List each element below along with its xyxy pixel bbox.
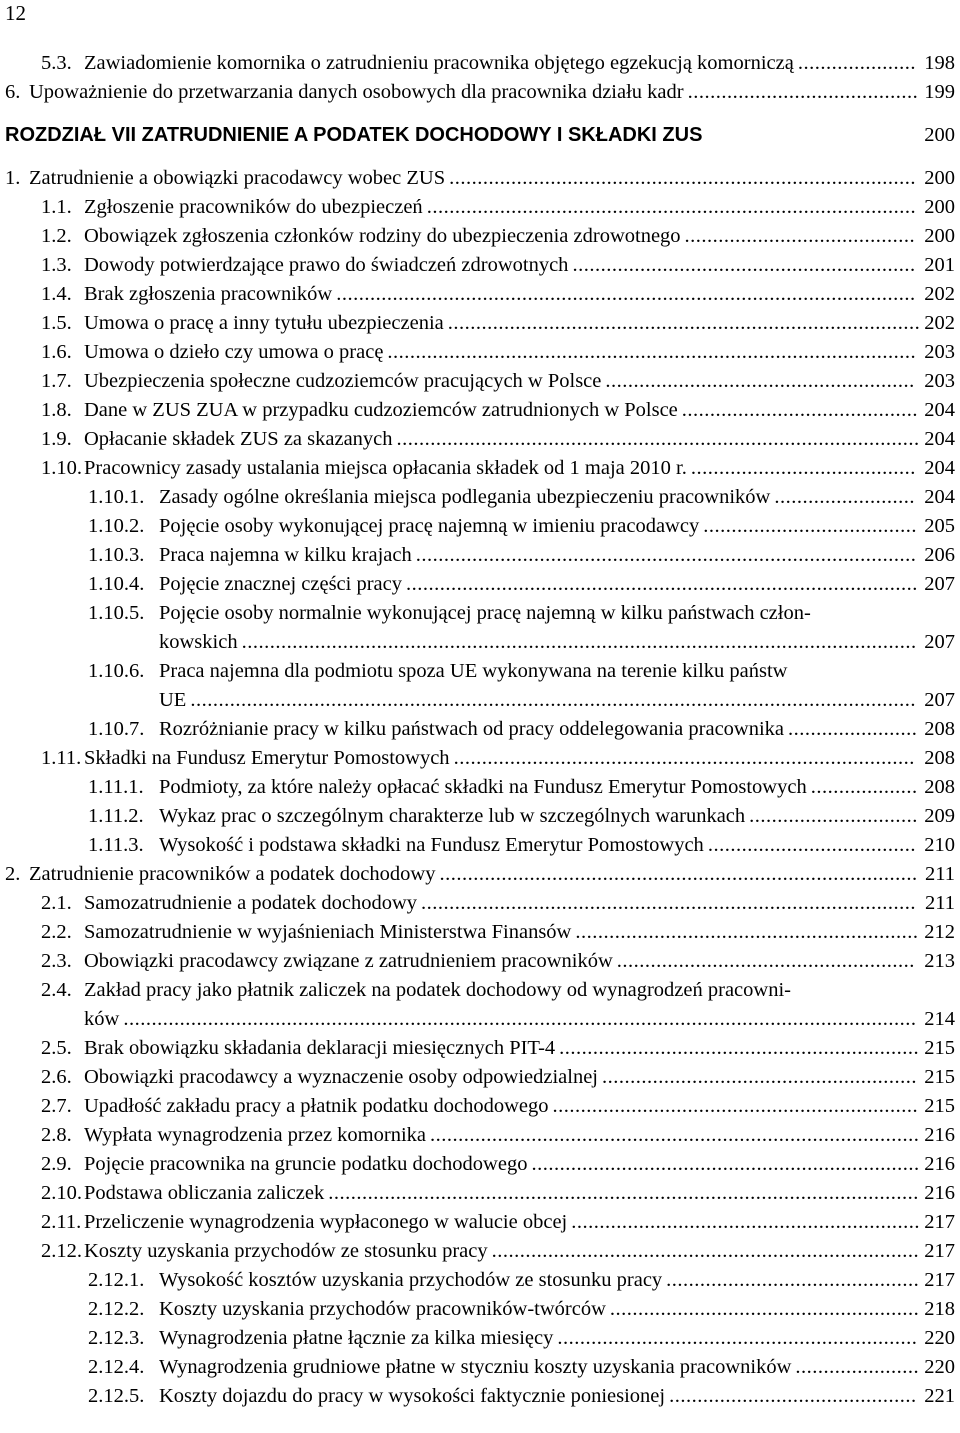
toc-leader-dots: ......................................................................................................... — [328, 1182, 919, 1204]
toc-entry-title: Wynagrodzenia płatne łącznie za kilka miesięcy — [159, 1327, 554, 1349]
toc-entry-page: 217 — [924, 1269, 955, 1291]
toc-leader-dots: .............................................................................................. — [387, 341, 917, 363]
toc-entry-title: Wysokość kosztów uzyskania przychodów ze stosunku pracy — [159, 1269, 663, 1291]
toc-leader-dots: ....................... — [788, 718, 918, 740]
toc-entry-number: 2.12. — [41, 1240, 82, 1262]
toc-entry-number: 5.3. — [41, 52, 72, 74]
toc-entry-title: Dane w ZUS ZUA w przypadku cudzoziemców zatrudnionych w Polsce — [84, 399, 678, 421]
toc-entry[interactable] — [0, 1092, 960, 1121]
toc-entry-title: Pojęcie znacznej części pracy — [159, 573, 402, 595]
toc-leader-dots: ................... — [810, 776, 918, 798]
toc-entry-number: 2. — [5, 863, 21, 885]
toc-leader-dots: ............................................................................................................................................. — [123, 1008, 917, 1030]
toc-leader-dots: ..................... — [797, 52, 916, 74]
page-number: 12 — [5, 1, 26, 25]
toc-entry-page: 215 — [924, 1037, 955, 1059]
toc-entry-number: 2.11. — [41, 1211, 82, 1233]
toc-entry-number: 2.3. — [41, 950, 72, 972]
toc-entry[interactable] — [0, 1034, 960, 1063]
toc-leader-dots: ......................... — [774, 486, 915, 508]
toc-leader-dots: ....................................................................................... — [430, 1124, 920, 1146]
toc-entry-page: 199 — [924, 81, 955, 103]
toc-leader-dots: ............................................. — [666, 1269, 920, 1291]
toc-entry-title-continued: ków — [84, 1008, 120, 1030]
toc-entry-title: Wysokość i podstawa składki na Fundusz Emerytur Pomostowych — [159, 834, 704, 856]
toc-entry-number: 2.5. — [41, 1037, 72, 1059]
toc-entry-number: 1.11. — [41, 747, 82, 769]
toc-entry[interactable] — [0, 367, 960, 396]
toc-entry[interactable] — [0, 802, 960, 831]
toc-entry-title: Samozatrudnienie w wyjaśnieniach Ministerstwa Finansów — [84, 921, 572, 943]
toc-entry[interactable] — [0, 1063, 960, 1092]
toc-entry[interactable] — [0, 425, 960, 454]
toc-leader-dots: ........................................................ — [602, 1066, 918, 1088]
toc-entry-page: 207 — [924, 631, 955, 653]
toc-entry-number: 2.12.1. — [88, 1269, 145, 1291]
toc-entry-title: Dowody potwierdzające prawo do świadczeń zdrowotnych — [84, 254, 569, 276]
toc-entry-number: 1.10.1. — [88, 486, 145, 508]
toc-entry-number: 1.10.5. — [88, 602, 145, 624]
toc-entry-page: 215 — [924, 1095, 955, 1117]
toc-entry-title: Przeliczenie wynagrodzenia wypłaconego w walucie obcej — [84, 1211, 568, 1233]
toc-leader-dots: ................................................................. — [552, 1095, 919, 1117]
toc-entry-number: 2.1. — [41, 892, 72, 914]
toc-entry-page: 220 — [924, 1356, 955, 1378]
toc-leader-dots: .................................................................................. — [453, 747, 915, 769]
toc-entry-title: Wypłata wynagrodzenia przez komornika — [84, 1124, 426, 1146]
toc-entry[interactable] — [0, 657, 960, 715]
toc-entry-page: 210 — [924, 834, 955, 856]
toc-entry-number: 1.3. — [41, 254, 72, 276]
toc-entry-page: 200 — [924, 196, 955, 218]
toc-entry-page: 218 — [924, 1298, 955, 1320]
toc-entry-title: Zakład pracy jako płatnik zaliczek na podatek dochodowy od wynagrodzeń pracowni- — [84, 979, 791, 1001]
toc-entry[interactable] — [0, 831, 960, 860]
toc-entry-number: 1.6. — [41, 341, 72, 363]
toc-entry-number: 1.11.3. — [88, 834, 144, 856]
toc-entry-title: Brak obowiązku składania deklaracji miesięcznych PIT-4 — [84, 1037, 556, 1059]
toc-entry[interactable] — [0, 338, 960, 367]
toc-leader-dots: ........................................................................................................................ — [241, 631, 917, 653]
toc-entry[interactable] — [0, 1266, 960, 1295]
toc-leader-dots: .............................................................. — [571, 1211, 920, 1233]
toc-entry[interactable] — [0, 715, 960, 744]
toc-entry-title: Pojęcie osoby wykonującej pracę najemną w imieniu pracodawcy — [159, 515, 700, 537]
toc-entry-number: 1.10.3. — [88, 544, 145, 566]
toc-entry-number: 1.8. — [41, 399, 72, 421]
toc-entry-page: 201 — [924, 254, 955, 276]
toc-entry-page: 214 — [924, 1008, 955, 1030]
toc-entry-page: 215 — [924, 1066, 955, 1088]
toc-entry[interactable] — [0, 1237, 960, 1266]
toc-entry[interactable] — [0, 1150, 960, 1179]
toc-entry[interactable] — [0, 483, 960, 512]
toc-entry-title: Zgłoszenie pracowników do ubezpieczeń — [84, 196, 423, 218]
toc-entry-title: Zasady ogólne określania miejsca podlegania ubezpieczeniu pracowników — [159, 486, 771, 508]
toc-entry-title: Samozatrudnienie a podatek dochodowy — [84, 892, 418, 914]
toc-entry-page: 216 — [924, 1124, 955, 1146]
toc-leader-dots: ..................................................... — [616, 950, 915, 972]
toc-entry-number: 1.11.2. — [88, 805, 144, 827]
toc-entry-title: Rozróżnianie pracy w kilku państwach od pracy oddelegowania pracownika — [159, 718, 785, 740]
toc-entry-number: 1.4. — [41, 283, 72, 305]
toc-entry-page: 204 — [924, 457, 955, 479]
toc-entry-number: 1.5. — [41, 312, 72, 334]
toc-entry-title: Obowiązki pracodawcy związane z zatrudnieniem pracowników — [84, 950, 613, 972]
toc-entry-title: Brak zgłoszenia pracowników — [84, 283, 333, 305]
toc-leader-dots: ...................... — [795, 1356, 920, 1378]
toc-entry-page: 200 — [924, 124, 955, 146]
toc-entry-page: 202 — [924, 283, 955, 305]
toc-entry-page: 198 — [924, 52, 955, 74]
toc-leader-dots: ....................................................... — [609, 1298, 920, 1320]
toc-entry-number: 1.10.2. — [88, 515, 145, 537]
toc-entry-number: 2.6. — [41, 1066, 72, 1088]
toc-leader-dots: ............................................................. — [572, 254, 916, 276]
toc-entry-title: Praca najemna w kilku krajach — [159, 544, 412, 566]
toc-entry-number: 2.9. — [41, 1153, 72, 1175]
toc-entry-number: 1.9. — [41, 428, 72, 450]
toc-entry-title: Pojęcie pracownika na gruncie podatku dochodowego — [84, 1153, 528, 1175]
toc-entry[interactable] — [0, 1208, 960, 1237]
toc-entry-number: 1.10. — [41, 457, 82, 479]
toc-entry-title: Podmioty, za które należy opłacać składki na Fundusz Emerytur Pomostowych — [159, 776, 807, 798]
toc-entry-number: 6. — [5, 81, 21, 103]
toc-entry-page: 207 — [924, 573, 955, 595]
toc-entry[interactable] — [0, 164, 960, 193]
toc-entry[interactable] — [0, 744, 960, 773]
toc-entry[interactable] — [0, 512, 960, 541]
toc-entry[interactable] — [0, 570, 960, 599]
toc-leader-dots: ............................................ — [669, 1385, 917, 1407]
toc-leader-dots: ......................................... — [687, 81, 919, 103]
toc-entry-page: 216 — [924, 1153, 955, 1175]
toc-entry-page: 204 — [924, 486, 955, 508]
toc-entry[interactable] — [0, 773, 960, 802]
toc-entry-number: 1.1. — [41, 196, 72, 218]
toc-entry-page: 200 — [924, 225, 955, 247]
toc-entry-title: Koszty uzyskania przychodów pracowników-twórców — [159, 1298, 606, 1320]
toc-entry[interactable] — [0, 860, 960, 889]
toc-entry-page: 212 — [924, 921, 955, 943]
toc-entry-number: 1.7. — [41, 370, 72, 392]
toc-entry-number: 1.10.6. — [88, 660, 145, 682]
toc-entry[interactable] — [0, 889, 960, 918]
toc-entry[interactable] — [0, 454, 960, 483]
toc-entry-title: Obowiązek zgłoszenia członków rodziny do ubezpieczenia zdrowotnego — [84, 225, 681, 247]
toc-entry[interactable] — [0, 947, 960, 976]
toc-entry[interactable] — [0, 49, 960, 78]
toc-entry-title-continued: kowskich — [159, 631, 238, 653]
toc-entry-page: 208 — [924, 718, 955, 740]
toc-entry-number: 1.2. — [41, 225, 72, 247]
toc-entry-page: 204 — [924, 399, 955, 421]
toc-entry-number: 1. — [5, 167, 21, 189]
toc-entry-title: Ubezpieczenia społeczne cudzoziemców pracujących w Polsce — [84, 370, 602, 392]
toc-entry-title: Zatrudnienie a obowiązki pracodawcy wobec ZUS — [29, 167, 446, 189]
toc-entry-title: Pojęcie osoby normalnie wykonującej pracę najemną w kilku państwach człon- — [159, 602, 811, 624]
toc-entry[interactable] — [0, 309, 960, 338]
toc-entry-title: Zawiadomienie komornika o zatrudnieniu pracownika objętego egzekucją komorniczą — [84, 52, 794, 74]
toc-entry[interactable] — [0, 1179, 960, 1208]
toc-leader-dots: .......................................... — [681, 399, 919, 421]
toc-entry-page: 206 — [924, 544, 955, 566]
toc-entry-title: Pracownicy zasady ustalania miejsca opłacania składek od 1 maja 2010 r. — [84, 457, 687, 479]
toc-entry[interactable] — [0, 396, 960, 425]
toc-leader-dots: .............................. — [749, 805, 918, 827]
toc-entry-page: 200 — [924, 167, 955, 189]
toc-entry-number: 2.7. — [41, 1095, 72, 1117]
toc-leader-dots: ............................................................................................. — [396, 428, 920, 450]
toc-entry[interactable] — [0, 599, 960, 657]
toc-entry-number: 1.10.7. — [88, 718, 145, 740]
toc-entry[interactable] — [0, 78, 960, 107]
toc-entry-page: 213 — [924, 950, 955, 972]
toc-entry-number: 2.4. — [41, 979, 72, 1001]
toc-leader-dots: ................................................................ — [557, 1327, 918, 1349]
toc-leader-dots: ....................................................... — [605, 370, 915, 392]
toc-entry-page: 221 — [924, 1385, 955, 1407]
toc-entry-page: 203 — [924, 370, 955, 392]
toc-leader-dots: ......................................... — [684, 225, 916, 247]
toc-leader-dots: ................................................................................................................................. — [190, 689, 916, 711]
toc-entry-page: 208 — [924, 747, 955, 769]
toc-entry[interactable] — [0, 222, 960, 251]
toc-entry-title: ROZDZIAŁ VII ZATRUDNIENIE A PODATEK DOCHODOWY I SKŁADKI ZUS — [5, 124, 703, 146]
toc-leader-dots: ........................................................................................ — [421, 892, 917, 914]
toc-entry-page: 203 — [924, 341, 955, 363]
toc-entry-title: Upoważnienie do przetwarzania danych osobowych dla pracownika działu kadr — [29, 81, 684, 103]
toc-entry[interactable] — [0, 280, 960, 309]
toc-leader-dots: ...................................... — [703, 515, 917, 537]
toc-entry-number: 2.8. — [41, 1124, 72, 1146]
toc-entry-title: Umowa o pracę a inny tytułu ubezpieczenia — [84, 312, 444, 334]
toc-entry[interactable] — [0, 976, 960, 1034]
toc-entry-number: 2.10. — [41, 1182, 82, 1204]
toc-leader-dots: ..................................................................... — [531, 1153, 920, 1175]
toc-leader-dots: ........................................ — [690, 457, 916, 479]
toc-leader-dots: ....................................................................................................... — [336, 283, 916, 305]
toc-entry-page: 216 — [924, 1182, 955, 1204]
table-of-contents — [0, 49, 960, 1411]
toc-entry-title: Wykaz prac o szczególnym charakterze lub w szczególnych warunkach — [159, 805, 746, 827]
toc-entry[interactable] — [0, 1295, 960, 1324]
toc-entry-title: Praca najemna dla podmiotu spoza UE wykonywana na terenie kilku państw — [159, 660, 788, 682]
toc-leader-dots: ................................................................................... — [449, 167, 916, 189]
toc-entry-page: 220 — [924, 1327, 955, 1349]
toc-entry-page: 205 — [924, 515, 955, 537]
toc-leader-dots: ........................................................................................... — [406, 573, 918, 595]
toc-entry-title: Koszty dojazdu do pracy w wysokości faktycznie poniesionej — [159, 1385, 666, 1407]
toc-leader-dots: ................................................................ — [559, 1037, 920, 1059]
toc-entry-page: 202 — [924, 312, 955, 334]
toc-entry-title-continued: UE — [159, 689, 187, 711]
toc-entry-title: Obowiązki pracodawcy a wyznaczenie osoby odpowiedzialnej — [84, 1066, 599, 1088]
toc-entry-page: 211 — [925, 892, 955, 914]
toc-leader-dots: ............................................................. — [575, 921, 919, 943]
toc-leader-dots: ......................................................................................... — [415, 544, 917, 566]
toc-entry-title: Wynagrodzenia grudniowe płatne w styczniu koszty uzyskania pracowników — [159, 1356, 792, 1378]
toc-entry-page: 217 — [924, 1211, 955, 1233]
toc-entry-title: Zatrudnienie pracowników a podatek dochodowy — [29, 863, 436, 885]
toc-entry[interactable] — [0, 107, 960, 164]
toc-entry[interactable] — [0, 541, 960, 570]
toc-entry[interactable] — [0, 1121, 960, 1150]
toc-entry-title: Koszty uzyskania przychodów ze stosunku pracy — [84, 1240, 488, 1262]
toc-entry-page: 217 — [924, 1240, 955, 1262]
toc-entry-title: Umowa o dzieło czy umowa o pracę — [84, 341, 384, 363]
toc-leader-dots: .................................................................................... — [447, 312, 921, 334]
toc-entry-number: 2.12.2. — [88, 1298, 145, 1320]
toc-entry-title: Upadłość zakładu pracy a płatnik podatku dochodowego — [84, 1095, 549, 1117]
toc-entry[interactable] — [0, 193, 960, 222]
toc-entry-number: 2.2. — [41, 921, 72, 943]
toc-entry-number: 2.12.3. — [88, 1327, 145, 1349]
toc-entry[interactable] — [0, 918, 960, 947]
toc-entry-page: 204 — [924, 428, 955, 450]
toc-entry-page: 207 — [924, 689, 955, 711]
toc-entry-number: 1.11.1. — [88, 776, 144, 798]
toc-leader-dots: ....................................................................................... — [426, 196, 917, 218]
toc-entry-title: Opłacanie składek ZUS za skazanych — [84, 428, 393, 450]
toc-leader-dots: ............................................................................ — [491, 1240, 920, 1262]
toc-entry[interactable] — [0, 1382, 960, 1411]
toc-entry-title: Podstawa obliczania zaliczek — [84, 1182, 325, 1204]
toc-entry-title: Składki na Fundusz Emerytur Pomostowych — [84, 747, 450, 769]
toc-entry-number: 2.12.5. — [88, 1385, 145, 1407]
toc-entry-page: 211 — [925, 863, 955, 885]
toc-entry[interactable] — [0, 1324, 960, 1353]
toc-leader-dots: ..................................... — [707, 834, 916, 856]
toc-entry-number: 1.10.4. — [88, 573, 145, 595]
toc-entry[interactable] — [0, 251, 960, 280]
toc-entry-number: 2.12.4. — [88, 1356, 145, 1378]
toc-entry[interactable] — [0, 1353, 960, 1382]
toc-leader-dots: ..................................................................................... — [439, 863, 918, 885]
toc-entry-page: 209 — [924, 805, 955, 827]
toc-entry-page: 208 — [924, 776, 955, 798]
